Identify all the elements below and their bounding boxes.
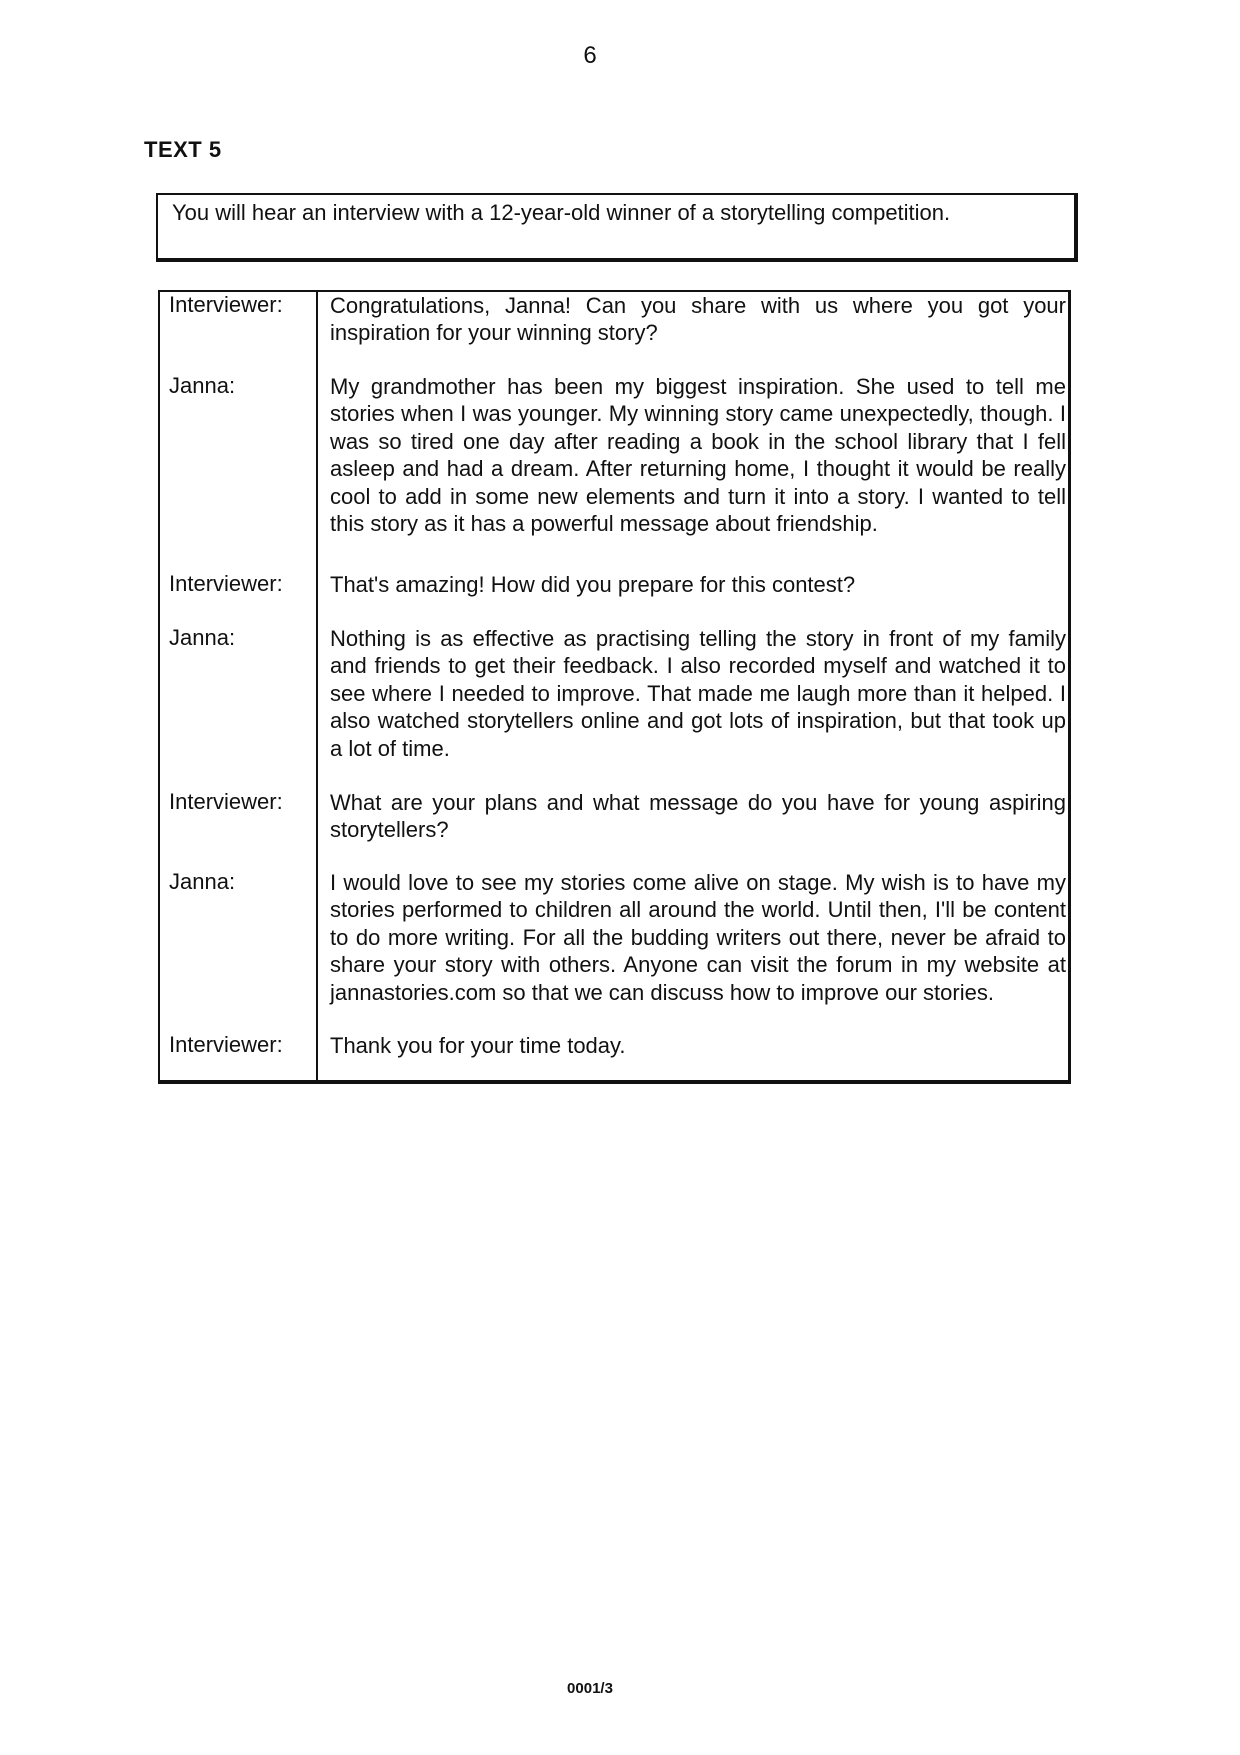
intro-text: You will hear an interview with a 12-year-old winner of a storytelling competition.	[172, 200, 951, 225]
speech-text: I would love to see my stories come alive on stage. My wish is to have my stories performed to children all around the world. Until then, I'll be content to do more writing. For all the budding writers out there, never be afraid to share your story with others. Anyone can visit the forum in my website at jannastories.com so that we can discuss how to improve our stories.	[330, 870, 1066, 1005]
column-divider	[316, 290, 318, 1082]
speaker-label: Janna:	[169, 869, 236, 894]
speaker-label: Interviewer:	[169, 292, 283, 317]
speech-text: Congratulations, Janna! Can you share with us where you got your inspiration for your winning story?	[330, 293, 1066, 346]
footer-code: 0001/3	[567, 1680, 613, 1697]
speech-text: My grandmother has been my biggest inspiration. She used to tell me stories when I was younger. My winning story came unexpectedly, though. I was so tired one day after reading a book in the school library that I fell asleep and had a dream. After returning home, I thought it would be really cool to add in some new elements and turn it into a story. I wanted to tell this story as it has a powerful message about friendship.	[330, 374, 1066, 537]
page-number: 6	[583, 42, 597, 69]
speech-text: That's amazing! How did you prepare for this contest?	[330, 572, 856, 597]
speech-text: Nothing is as effective as practising telling the story in front of my family and friends to get their feedback. I also recorded myself and watched it to see where I needed to improve. That made me laugh more than it helped. I also watched storytellers online and got lots of inspiration, but that took up a lot of time.	[330, 626, 1066, 761]
speaker-label: Interviewer:	[169, 571, 283, 596]
speaker-label: Interviewer:	[169, 1032, 283, 1057]
speaker-label: Janna:	[169, 625, 236, 650]
speech-text: What are your plans and what message do you have for young aspiring storytellers?	[330, 790, 1066, 843]
speaker-label: Janna:	[169, 373, 236, 398]
speaker-label: Interviewer:	[169, 789, 283, 814]
speech-text: Thank you for your time today.	[330, 1033, 626, 1058]
section-title: TEXT 5	[144, 137, 222, 162]
